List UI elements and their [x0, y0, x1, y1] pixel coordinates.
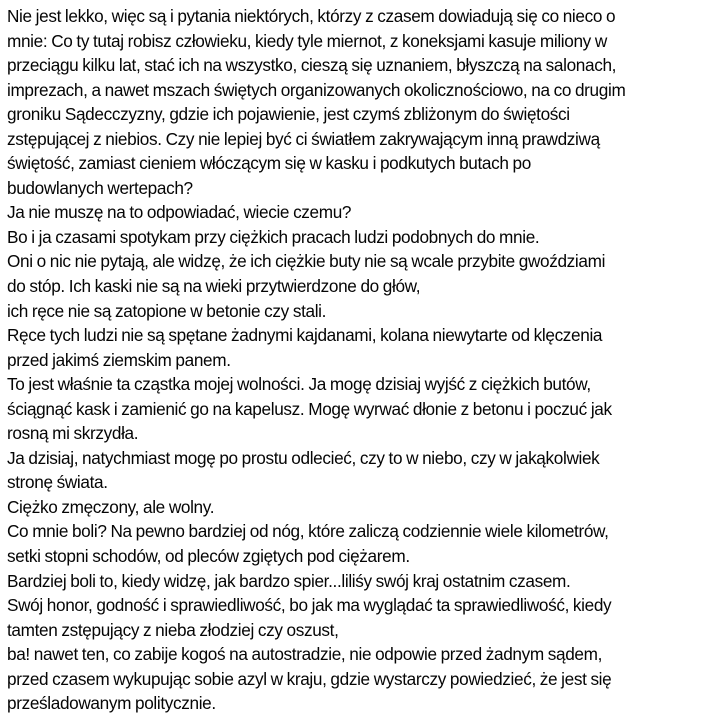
text-line: Ciężko zmęczony, ale wolny.	[7, 496, 215, 517]
text-line: zstępującej z niebios. Czy nie lepiej być ci światłem zakrywającym inną prawdziwą	[7, 128, 600, 149]
text-line: Oni o nic nie pytają, ale widzę, że ich ciężkie buty nie są wcale przybite gwoździami	[7, 251, 606, 272]
text-line: tamten zstępujący z nieba złodziej czy oszust,	[7, 619, 339, 640]
text-line: rosną mi skrzydła.	[7, 423, 139, 444]
text-line: ba! nawet ten, co zabije kogoś na autostradzie, nie odpowie przed żadnym sądem,	[7, 644, 603, 665]
text-line: To jest właśnie ta cząstka mojej wolności. Ja mogę dzisiaj wyjść z ciężkich butów,	[7, 374, 591, 395]
text-line: przeciągu kilku lat, stać ich na wszystko, cieszą się uznaniem, błyszczą na salonach,	[7, 55, 617, 76]
post-text-body	[7, 4, 717, 716]
text-line: imprezach, a nawet mszach świętych organizowanych okolicznościowo, na co drugim	[7, 79, 626, 100]
text-line: ściągnąć kask i zamienić go na kapelusz. Mogę wyrwać dłonie z betonu i poczuć jak	[7, 398, 612, 419]
text-line: mnie: Co ty tutaj robisz człowieku, kiedy tyle miernot, z koneksjami kasuje miliony w	[7, 30, 607, 51]
text-line: stronę świata.	[7, 472, 108, 493]
text-line: przed jakimś ziemskim panem.	[7, 349, 231, 370]
text-line: prześladowanym politycznie.	[7, 693, 216, 714]
text-line: budowlanych wertepach?	[7, 177, 193, 198]
text-line: setki stopni schodów, od pleców zgiętych pod ciężarem.	[7, 546, 410, 567]
text-line: Ręce tych ludzi nie są spętane żadnymi kajdanami, kolana niewytarte od klęczenia	[7, 325, 603, 346]
text-line: Bardziej boli to, kiedy widzę, jak bardzo spier...liliśy swój kraj ostatnim czasem.	[7, 570, 571, 591]
text-line: Swój honor, godność i sprawiedliwość, bo jak ma wyglądać ta sprawiedliwość, kiedy	[7, 595, 612, 616]
text-line: ich ręce nie są zatopione w betonie czy stali.	[7, 300, 327, 321]
text-line: Ja dzisiaj, natychmiast mogę po prostu odlecieć, czy to w niebo, czy w jakąkolwiek	[7, 447, 600, 468]
text-line: groniku Sądecczyzny, gdzie ich pojawienie, jest czymś zbliżonym do świętości	[7, 104, 570, 125]
text-line: Ja nie muszę na to odpowiadać, wiecie czemu?	[7, 202, 352, 223]
text-line: świętość, zamiast cieniem włóczącym się w kasku i podkutych butach po	[7, 153, 531, 174]
text-line: przed czasem wykupując sobie azyl w kraju, gdzie wystarczy powiedzieć, że jest się	[7, 668, 612, 689]
text-line: do stóp. Ich kaski nie są na wieki przytwierdzone do głów,	[7, 276, 421, 297]
text-line: Co mnie boli? Na pewno bardziej od nóg, które zaliczą codziennie wiele kilometrów,	[7, 521, 609, 542]
text-line: Nie jest lekko, więc są i pytania niektórych, którzy z czasem dowiadują się co nieco o	[7, 6, 616, 26]
text-line: Bo i ja czasami spotykam przy ciężkich pracach ludzi podobnych do mnie.	[7, 226, 540, 247]
